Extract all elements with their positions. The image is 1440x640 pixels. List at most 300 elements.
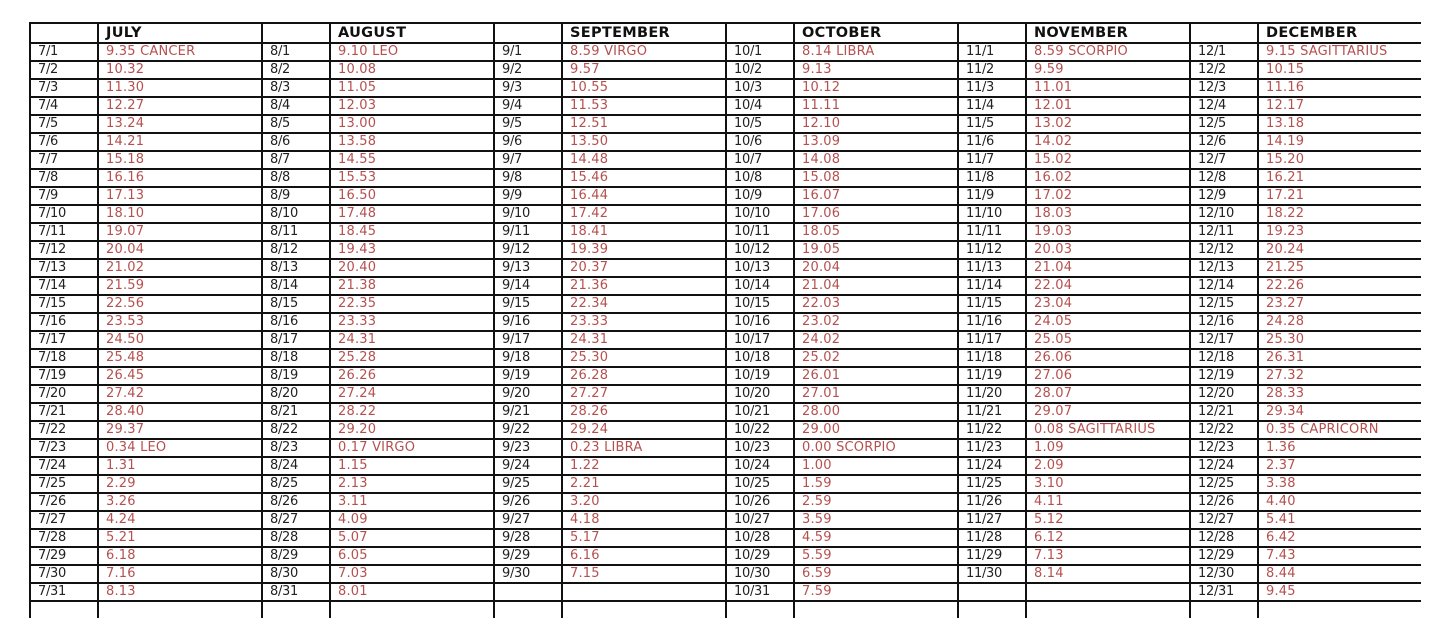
sun-position-cell: 1.00 [794, 457, 958, 475]
sun-position-cell: 20.04 [98, 241, 262, 259]
table-row [30, 367, 1421, 385]
sun-position-cell: 21.38 [330, 277, 494, 295]
sun-position-cell: 11.11 [794, 97, 958, 115]
sun-position-cell: 19.23 [1258, 223, 1421, 241]
table-row [30, 223, 1421, 241]
sun-position-cell: 29.00 [794, 421, 958, 439]
sun-position-cell: 22.56 [98, 295, 262, 313]
date-cell: 8/6 [262, 133, 330, 151]
date-cell: 8/13 [262, 259, 330, 277]
date-cell: 8/31 [262, 583, 330, 601]
date-cell: 11/4 [958, 97, 1026, 115]
sun-position-cell: 10.32 [98, 61, 262, 79]
sun-position-cell: 15.18 [98, 151, 262, 169]
table-row [30, 403, 1421, 421]
date-cell: 7/25 [30, 475, 98, 493]
date-cell: 7/30 [30, 565, 98, 583]
ephemeris-table [29, 22, 1421, 618]
date-cell: 10/17 [726, 331, 794, 349]
empty-cell [562, 601, 726, 618]
sun-position-cell: 14.21 [98, 133, 262, 151]
table-row [30, 439, 1421, 457]
table-row [30, 97, 1421, 115]
sun-position-cell: 8.01 [330, 583, 494, 601]
date-cell: 7/21 [30, 403, 98, 421]
sun-position-cell: 17.13 [98, 187, 262, 205]
table-row [30, 43, 1421, 61]
date-cell: 8/7 [262, 151, 330, 169]
date-cell: 11/21 [958, 403, 1026, 421]
date-cell: 12/21 [1190, 403, 1258, 421]
date-cell: 7/24 [30, 457, 98, 475]
sun-position-cell: 1.22 [562, 457, 726, 475]
sun-position-cell: 12.03 [330, 97, 494, 115]
table-row [30, 151, 1421, 169]
sun-position-cell: 19.07 [98, 223, 262, 241]
sun-position-cell: 17.02 [1026, 187, 1190, 205]
date-cell: 12/9 [1190, 187, 1258, 205]
date-cell: 10/21 [726, 403, 794, 421]
sun-position-cell: 5.17 [562, 529, 726, 547]
date-cell: 12/13 [1190, 259, 1258, 277]
sun-position-cell: 16.02 [1026, 169, 1190, 187]
sun-position-cell: 20.03 [1026, 241, 1190, 259]
sun-position-cell: 1.59 [794, 475, 958, 493]
sun-position-cell [1026, 583, 1190, 601]
sun-position-cell: 8.14 [1026, 565, 1190, 583]
sun-position-cell: 11.16 [1258, 79, 1421, 97]
date-cell: 7/26 [30, 493, 98, 511]
date-cell: 10/10 [726, 205, 794, 223]
date-cell: 8/16 [262, 313, 330, 331]
date-cell: 12/28 [1190, 529, 1258, 547]
sun-position-cell: 2.13 [330, 475, 494, 493]
date-cell: 9/14 [494, 277, 562, 295]
sun-position-cell: 17.48 [330, 205, 494, 223]
date-cell: 12/23 [1190, 439, 1258, 457]
sun-position-cell: 25.02 [794, 349, 958, 367]
sun-position-cell: 4.59 [794, 529, 958, 547]
sun-position-cell: 26.28 [562, 367, 726, 385]
date-cell: 11/24 [958, 457, 1026, 475]
date-cell: 10/9 [726, 187, 794, 205]
date-cell [958, 583, 1026, 601]
date-cell: 9/29 [494, 547, 562, 565]
date-cell: 7/5 [30, 115, 98, 133]
date-cell: 7/18 [30, 349, 98, 367]
sun-position-cell: 3.10 [1026, 475, 1190, 493]
sun-position-cell: 19.43 [330, 241, 494, 259]
date-cell: 7/20 [30, 385, 98, 403]
date-cell: 7/17 [30, 331, 98, 349]
sun-position-cell: 25.30 [562, 349, 726, 367]
sun-position-cell: 18.05 [794, 223, 958, 241]
date-cell: 11/26 [958, 493, 1026, 511]
date-cell: 10/12 [726, 241, 794, 259]
empty-cell [1258, 601, 1421, 618]
sun-position-cell: 19.05 [794, 241, 958, 259]
date-cell: 10/6 [726, 133, 794, 151]
date-cell: 11/12 [958, 241, 1026, 259]
sun-position-cell: 16.07 [794, 187, 958, 205]
date-cell: 8/23 [262, 439, 330, 457]
sun-position-cell: 25.28 [330, 349, 494, 367]
date-cell: 9/23 [494, 439, 562, 457]
sun-position-cell: 13.18 [1258, 115, 1421, 133]
date-cell: 9/17 [494, 331, 562, 349]
date-cell: 10/15 [726, 295, 794, 313]
date-cell: 11/22 [958, 421, 1026, 439]
date-cell: 9/4 [494, 97, 562, 115]
sun-position-cell: 16.16 [98, 169, 262, 187]
date-cell: 11/1 [958, 43, 1026, 61]
header-date-cell [494, 23, 562, 43]
date-cell: 11/25 [958, 475, 1026, 493]
date-cell: 9/7 [494, 151, 562, 169]
date-cell: 10/5 [726, 115, 794, 133]
sun-position-cell: 22.04 [1026, 277, 1190, 295]
sun-position-cell: 9.15 SAGITTARIUS [1258, 43, 1421, 61]
month-header-july: JULY [98, 23, 262, 43]
sun-position-cell: 9.59 [1026, 61, 1190, 79]
sun-position-cell: 27.27 [562, 385, 726, 403]
sun-position-cell: 7.16 [98, 565, 262, 583]
date-cell: 9/25 [494, 475, 562, 493]
date-cell: 11/18 [958, 349, 1026, 367]
month-header-december: DECEMBER [1258, 23, 1421, 43]
sun-position-cell: 11.05 [330, 79, 494, 97]
date-cell: 7/13 [30, 259, 98, 277]
date-cell: 7/23 [30, 439, 98, 457]
date-cell: 10/7 [726, 151, 794, 169]
date-cell: 12/20 [1190, 385, 1258, 403]
sun-position-cell: 0.35 CAPRICORN [1258, 421, 1421, 439]
sun-position-cell: 11.01 [1026, 79, 1190, 97]
date-cell: 8/11 [262, 223, 330, 241]
sun-position-cell: 29.20 [330, 421, 494, 439]
sun-position-cell: 22.03 [794, 295, 958, 313]
date-cell: 7/28 [30, 529, 98, 547]
date-cell: 10/2 [726, 61, 794, 79]
sun-position-cell: 21.02 [98, 259, 262, 277]
table-row [30, 511, 1421, 529]
date-cell: 12/6 [1190, 133, 1258, 151]
date-cell: 7/15 [30, 295, 98, 313]
date-cell: 8/26 [262, 493, 330, 511]
sun-position-cell: 18.10 [98, 205, 262, 223]
sun-position-cell: 6.59 [794, 565, 958, 583]
sun-position-cell: 4.40 [1258, 493, 1421, 511]
date-cell: 12/11 [1190, 223, 1258, 241]
sun-position-cell: 24.31 [562, 331, 726, 349]
table-row [30, 529, 1421, 547]
sun-position-cell: 29.07 [1026, 403, 1190, 421]
sun-position-cell: 15.02 [1026, 151, 1190, 169]
date-cell: 7/14 [30, 277, 98, 295]
sun-position-cell: 22.34 [562, 295, 726, 313]
empty-cell [494, 601, 562, 618]
table-row [30, 583, 1421, 601]
sun-position-cell: 29.34 [1258, 403, 1421, 421]
date-cell: 7/19 [30, 367, 98, 385]
date-cell: 12/1 [1190, 43, 1258, 61]
date-cell: 12/25 [1190, 475, 1258, 493]
date-cell: 11/6 [958, 133, 1026, 151]
sun-position-cell: 4.11 [1026, 493, 1190, 511]
header-date-cell [262, 23, 330, 43]
date-cell: 8/14 [262, 277, 330, 295]
table-row [30, 115, 1421, 133]
date-cell: 11/19 [958, 367, 1026, 385]
table-row [30, 205, 1421, 223]
date-cell: 12/15 [1190, 295, 1258, 313]
sun-position-cell: 16.21 [1258, 169, 1421, 187]
date-cell: 8/30 [262, 565, 330, 583]
date-cell: 7/16 [30, 313, 98, 331]
sun-position-cell: 24.05 [1026, 313, 1190, 331]
date-cell: 12/12 [1190, 241, 1258, 259]
sun-position-cell: 9.35 CANCER [98, 43, 262, 61]
date-cell: 12/2 [1190, 61, 1258, 79]
date-cell: 11/20 [958, 385, 1026, 403]
date-cell: 10/20 [726, 385, 794, 403]
date-cell: 7/22 [30, 421, 98, 439]
date-cell: 9/21 [494, 403, 562, 421]
sun-position-cell: 2.21 [562, 475, 726, 493]
sun-position-cell: 0.00 SCORPIO [794, 439, 958, 457]
sun-position-cell: 1.09 [1026, 439, 1190, 457]
sun-position-cell: 23.02 [794, 313, 958, 331]
date-cell: 12/17 [1190, 331, 1258, 349]
table-row [30, 169, 1421, 187]
sun-position-cell: 6.12 [1026, 529, 1190, 547]
sun-position-cell: 18.03 [1026, 205, 1190, 223]
empty-cell [1026, 601, 1190, 618]
date-cell: 10/28 [726, 529, 794, 547]
date-cell: 9/27 [494, 511, 562, 529]
sun-position-cell: 1.36 [1258, 439, 1421, 457]
date-cell: 11/11 [958, 223, 1026, 241]
date-cell: 7/11 [30, 223, 98, 241]
date-cell: 11/15 [958, 295, 1026, 313]
sun-position-cell: 5.41 [1258, 511, 1421, 529]
sun-position-cell: 16.50 [330, 187, 494, 205]
date-cell: 8/4 [262, 97, 330, 115]
date-cell: 9/5 [494, 115, 562, 133]
table-row [30, 475, 1421, 493]
empty-cell [726, 601, 794, 618]
date-cell: 11/16 [958, 313, 1026, 331]
sun-position-cell: 26.45 [98, 367, 262, 385]
date-cell: 11/14 [958, 277, 1026, 295]
sun-position-cell: 22.35 [330, 295, 494, 313]
date-cell: 7/10 [30, 205, 98, 223]
date-cell: 12/10 [1190, 205, 1258, 223]
date-cell: 10/18 [726, 349, 794, 367]
sun-position-cell: 15.53 [330, 169, 494, 187]
sun-position-cell: 13.09 [794, 133, 958, 151]
date-cell: 12/4 [1190, 97, 1258, 115]
sun-position-cell: 29.24 [562, 421, 726, 439]
sun-position-cell: 7.59 [794, 583, 958, 601]
date-cell: 8/8 [262, 169, 330, 187]
sun-position-cell: 26.06 [1026, 349, 1190, 367]
date-cell: 11/17 [958, 331, 1026, 349]
sun-sign-ephemeris-table-container [29, 22, 1421, 618]
sun-position-cell: 28.33 [1258, 385, 1421, 403]
sun-position-cell: 24.50 [98, 331, 262, 349]
empty-cell [30, 601, 98, 618]
sun-position-cell: 10.08 [330, 61, 494, 79]
date-cell: 9/24 [494, 457, 562, 475]
date-cell: 8/17 [262, 331, 330, 349]
sun-position-cell: 13.24 [98, 115, 262, 133]
table-row [30, 241, 1421, 259]
sun-position-cell: 12.10 [794, 115, 958, 133]
date-cell: 8/20 [262, 385, 330, 403]
sun-position-cell: 3.38 [1258, 475, 1421, 493]
sun-position-cell: 1.31 [98, 457, 262, 475]
sun-position-cell: 18.45 [330, 223, 494, 241]
sun-position-cell: 25.48 [98, 349, 262, 367]
sun-position-cell: 2.09 [1026, 457, 1190, 475]
sun-position-cell: 12.17 [1258, 97, 1421, 115]
date-cell: 7/29 [30, 547, 98, 565]
sun-position-cell: 26.26 [330, 367, 494, 385]
sun-position-cell: 0.23 LIBRA [562, 439, 726, 457]
sun-position-cell: 28.07 [1026, 385, 1190, 403]
date-cell: 10/3 [726, 79, 794, 97]
date-cell: 11/23 [958, 439, 1026, 457]
sun-position-cell: 2.59 [794, 493, 958, 511]
date-cell: 9/8 [494, 169, 562, 187]
date-cell: 10/1 [726, 43, 794, 61]
sun-position-cell: 27.42 [98, 385, 262, 403]
date-cell: 7/12 [30, 241, 98, 259]
sun-position-cell: 19.03 [1026, 223, 1190, 241]
sun-position-cell: 3.20 [562, 493, 726, 511]
date-cell: 10/31 [726, 583, 794, 601]
date-cell: 7/3 [30, 79, 98, 97]
sun-position-cell: 28.26 [562, 403, 726, 421]
sun-position-cell: 8.13 [98, 583, 262, 601]
table-row [30, 79, 1421, 97]
empty-row [30, 601, 1421, 618]
table-row [30, 133, 1421, 151]
sun-position-cell: 8.59 VIRGO [562, 43, 726, 61]
sun-position-cell: 20.40 [330, 259, 494, 277]
sun-position-cell [562, 583, 726, 601]
date-cell: 11/30 [958, 565, 1026, 583]
date-cell: 8/15 [262, 295, 330, 313]
month-header-august: AUGUST [330, 23, 494, 43]
sun-position-cell: 24.31 [330, 331, 494, 349]
sun-position-cell: 13.50 [562, 133, 726, 151]
date-cell: 7/8 [30, 169, 98, 187]
empty-cell [794, 601, 958, 618]
date-cell: 8/18 [262, 349, 330, 367]
empty-cell [262, 601, 330, 618]
date-cell: 10/14 [726, 277, 794, 295]
month-header-november: NOVEMBER [1026, 23, 1190, 43]
date-cell: 9/1 [494, 43, 562, 61]
date-cell: 9/16 [494, 313, 562, 331]
sun-position-cell: 26.31 [1258, 349, 1421, 367]
date-cell: 11/29 [958, 547, 1026, 565]
date-cell: 8/27 [262, 511, 330, 529]
date-cell: 8/28 [262, 529, 330, 547]
sun-position-cell: 4.18 [562, 511, 726, 529]
sun-position-cell: 0.17 VIRGO [330, 439, 494, 457]
table-row [30, 259, 1421, 277]
month-header-september: SEPTEMBER [562, 23, 726, 43]
date-cell: 9/15 [494, 295, 562, 313]
date-cell: 10/23 [726, 439, 794, 457]
date-cell: 9/10 [494, 205, 562, 223]
date-cell: 8/5 [262, 115, 330, 133]
empty-cell [1190, 601, 1258, 618]
date-cell: 11/7 [958, 151, 1026, 169]
sun-position-cell: 8.14 LIBRA [794, 43, 958, 61]
sun-position-cell: 24.28 [1258, 313, 1421, 331]
date-cell: 11/9 [958, 187, 1026, 205]
sun-position-cell: 27.06 [1026, 367, 1190, 385]
date-cell: 10/25 [726, 475, 794, 493]
date-cell: 7/9 [30, 187, 98, 205]
sun-position-cell: 7.03 [330, 565, 494, 583]
date-cell: 12/16 [1190, 313, 1258, 331]
sun-position-cell: 21.36 [562, 277, 726, 295]
sun-position-cell: 21.25 [1258, 259, 1421, 277]
date-cell: 9/30 [494, 565, 562, 583]
sun-position-cell: 26.01 [794, 367, 958, 385]
date-cell: 8/25 [262, 475, 330, 493]
date-cell: 7/2 [30, 61, 98, 79]
date-cell: 8/21 [262, 403, 330, 421]
table-row [30, 277, 1421, 295]
date-cell: 12/24 [1190, 457, 1258, 475]
table-row [30, 493, 1421, 511]
sun-position-cell: 28.40 [98, 403, 262, 421]
date-cell: 11/2 [958, 61, 1026, 79]
sun-position-cell: 25.30 [1258, 331, 1421, 349]
sun-position-cell: 21.04 [794, 277, 958, 295]
sun-position-cell: 17.42 [562, 205, 726, 223]
sun-position-cell: 6.05 [330, 547, 494, 565]
sun-position-cell: 27.32 [1258, 367, 1421, 385]
sun-position-cell: 6.16 [562, 547, 726, 565]
table-row [30, 295, 1421, 313]
sun-position-cell: 14.08 [794, 151, 958, 169]
sun-position-cell: 13.00 [330, 115, 494, 133]
date-cell: 7/27 [30, 511, 98, 529]
header-date-cell [958, 23, 1026, 43]
date-cell: 9/22 [494, 421, 562, 439]
empty-cell [958, 601, 1026, 618]
date-cell: 12/27 [1190, 511, 1258, 529]
sun-position-cell: 17.21 [1258, 187, 1421, 205]
sun-position-cell: 23.33 [330, 313, 494, 331]
date-cell: 7/31 [30, 583, 98, 601]
sun-position-cell: 9.10 LEO [330, 43, 494, 61]
sun-position-cell: 9.45 [1258, 583, 1421, 601]
date-cell: 8/22 [262, 421, 330, 439]
date-cell: 10/4 [726, 97, 794, 115]
date-cell: 10/30 [726, 565, 794, 583]
table-row [30, 349, 1421, 367]
sun-position-cell: 3.59 [794, 511, 958, 529]
sun-position-cell: 6.18 [98, 547, 262, 565]
